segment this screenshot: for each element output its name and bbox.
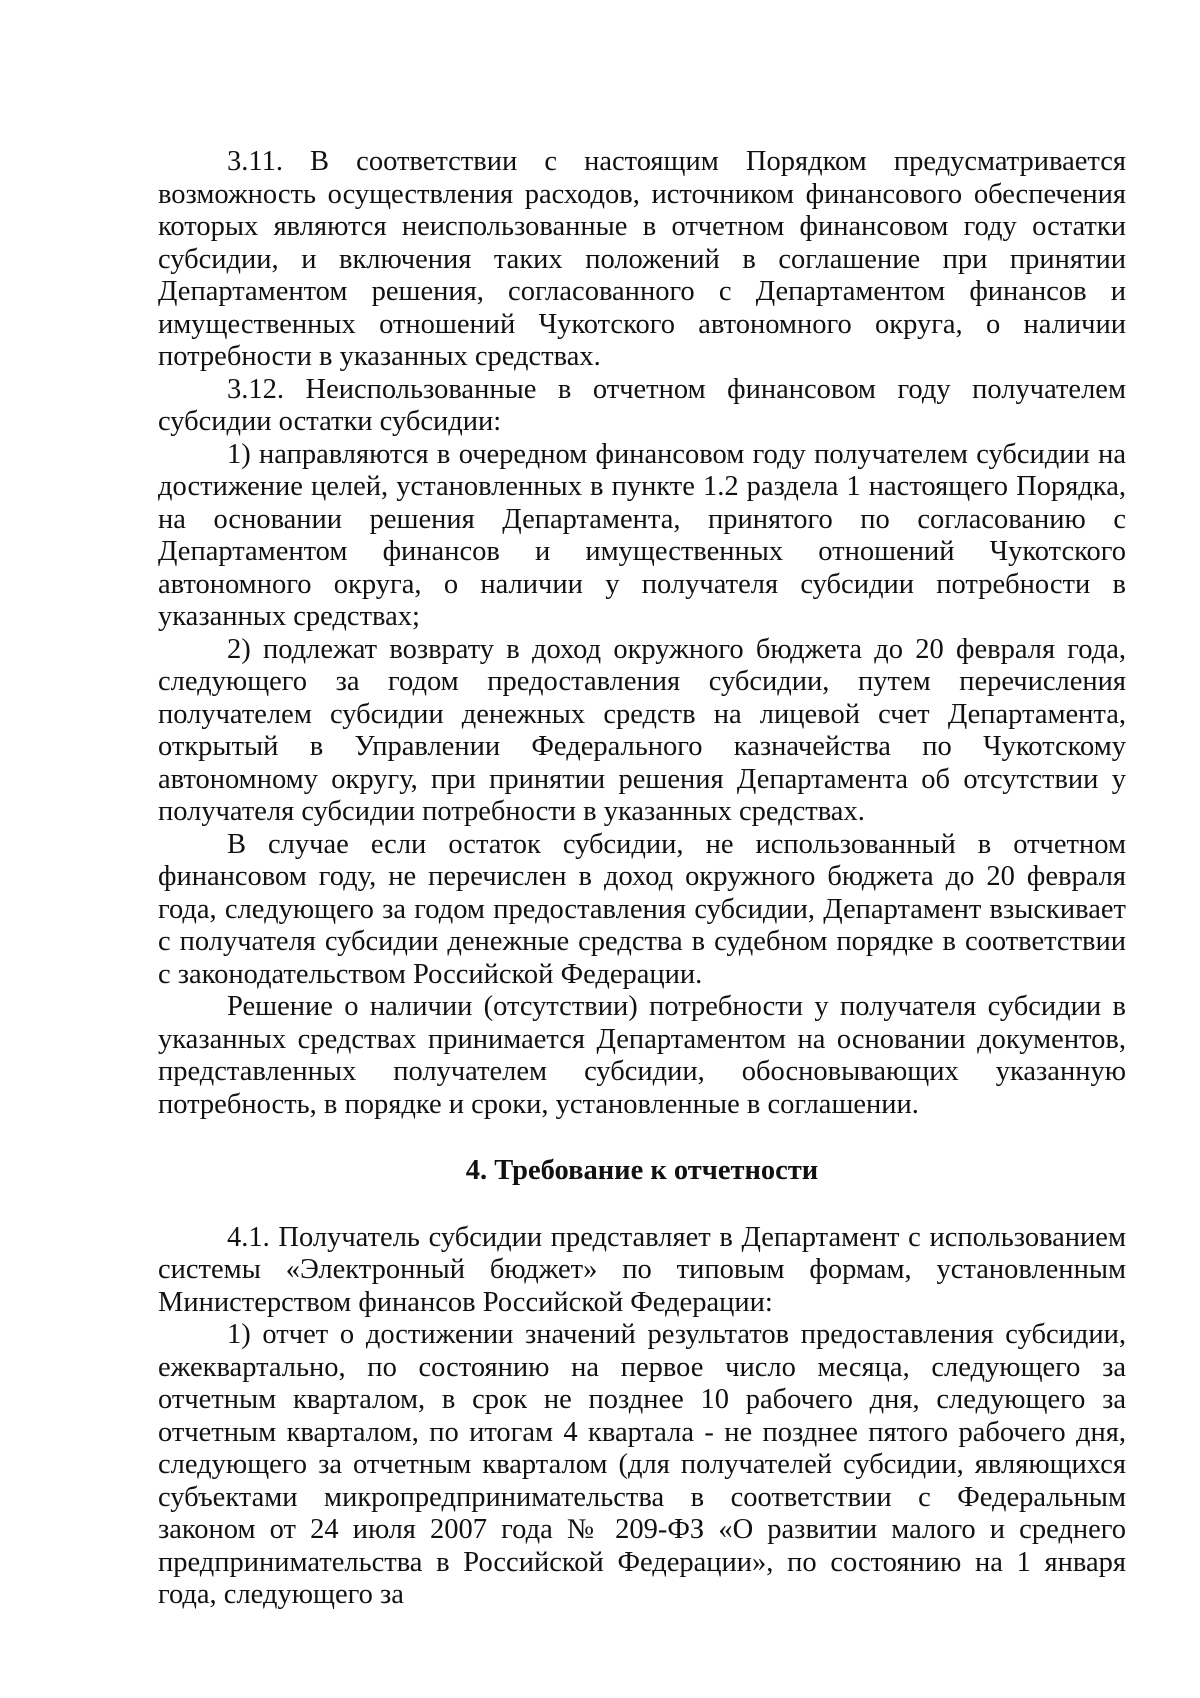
paragraph-4-1: 4.1. Получатель субсидии представляет в Департамент с использованием системы «Электронный бюджет» по типовым формам, установленным Министерством финансов Российской Федерации:	[158, 1221, 1126, 1318]
list-item-3-12-2: 2) подлежат возврату в доход окружного бюджета до 20 февраля года, следующего за годом предоставления субсидии, путем перечисления получателем субсидии денежных средств на лицевой счет Департамента, открытый в Управлении Федерального казначейства по Чукотскому автономному округу, при принятии решения Департамента об отсутствии у получателя субсидии потребности в указанных средствах.	[158, 633, 1126, 827]
list-item-4-1-1: 1) отчет о достижении значений результатов предоставления субсидии, ежеквартально, по состоянию на первое число месяца, следующего за отчетным кварталом, в срок не позднее 10 рабочего дня, следующего за отчетным кварталом, по итогам 4 квартала - не позднее пятого рабочего дня, следующего за отчетным кварталом (для получателей субсидии, являющихся субъектами микропредпринимательства в соответствии с Федеральным законом от 24 июля 2007 года № 209-ФЗ «О развитии малого и среднего предпринимательства в Российской Федерации», по состоянию на 1 января года, следующего за	[158, 1319, 1126, 1610]
document-page	[158, 146, 1126, 1612]
paragraph-3-11: 3.11. В соответствии с настоящим Порядком предусматривается возможность осуществления расходов, источником финансового обеспечения которых являются неиспользованные в отчетном финансовом году остатки субсидии, и включения таких положений в соглашение при принятии Департаментом решения, согласованного с Департаментом финансов и имущественных отношений Чукотского автономного округа, о наличии потребности в указанных средствах.	[158, 146, 1126, 372]
paragraph-unused-balance: В случае если остаток субсидии, не использованный в отчетном финансовом году, не перечислен в доход окружного бюджета до 20 февраля года, следующего за годом предоставления субсидии, Департамент взыскивает с получателя субсидии денежные средства в судебном порядке в соответствии с законодательством Российской Федерации.	[158, 828, 1126, 990]
paragraph-3-12: 3.12. Неиспользованные в отчетном финансовом году получателем субсидии остатки субсидии:	[158, 373, 1126, 437]
section-heading-4: 4. Требование к отчетности	[465, 1155, 819, 1186]
list-item-3-12-1: 1) направляются в очередном финансовом году получателем субсидии на достижение целей, установленных в пункте 1.2 раздела 1 настоящего Порядка, на основании решения Департамента, принятого по согласованию с Департаментом финансов и имущественных отношений Чукотского автономного округа, о наличии у получателя субсидии потребности в указанных средствах;	[158, 438, 1126, 632]
paragraph-need-decision: Решение о наличии (отсутствии) потребности у получателя субсидии в указанных средствах принимается Департаментом на основании документов, представленных получателем субсидии, обосновывающих указанную потребность, в порядке и сроки, установленные в соглашении.	[158, 991, 1126, 1120]
